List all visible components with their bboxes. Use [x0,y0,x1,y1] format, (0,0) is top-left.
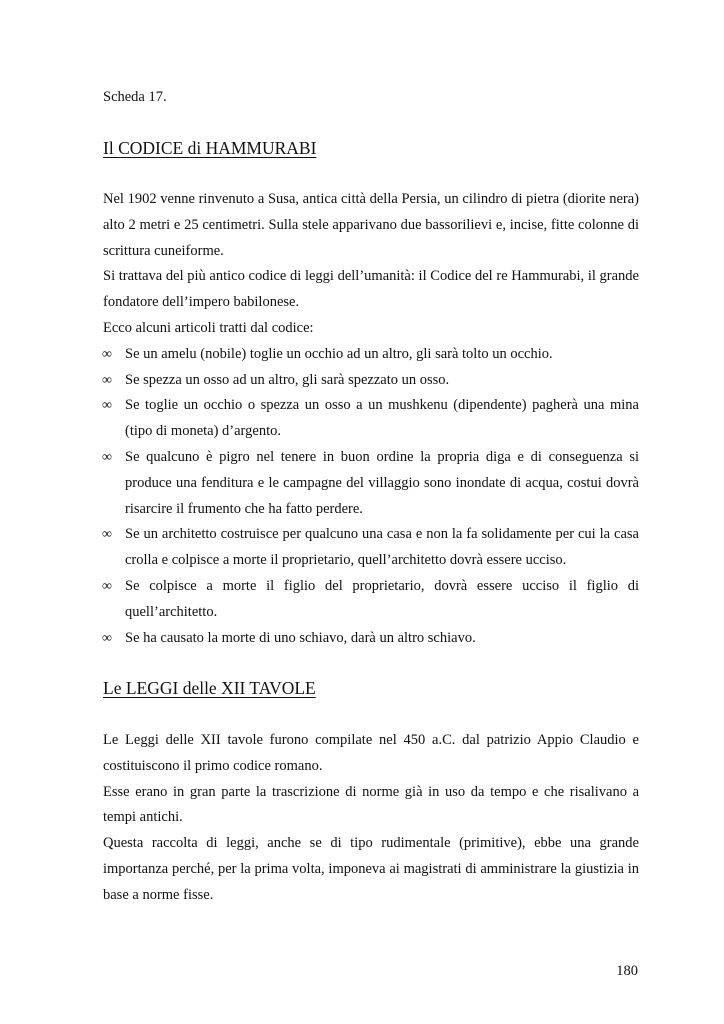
paragraph: Si trattava del più antico codice di leggi dell’umanità: il Codice del re Hammurabi, il grande fondatore dell’impero babilonese. [103,268,639,311]
article-text: Se un architetto costruisce per qualcuno una casa e non la fa solidamente per cui la casa crolla e colpisce a morte il proprietario, quell’architetto dovrà essere ucciso. [125,526,639,569]
section-body-hammurabi [103,187,639,651]
article-text: Se spezza un osso ad un altro, gli sarà spezzato un osso. [125,371,450,388]
section-title-xii-tavole: Le LEGGI delle XII TAVOLE [103,678,316,698]
list-item [103,522,639,574]
list-item [103,393,639,445]
paragraph: Nel 1902 venne rinvenuto a Susa, antica città della Persia, un cilindro di pietra (diorite nera) alto 2 metri e 25 centimetri. Sulla stele apparivano due bassorilievi e, incise, fitte colonne di scrittura cuneiforme. [103,191,639,259]
article-text: Se un amelu (nobile) toglie un occhio ad un altro, gli sarà tolto un occhio. [125,345,553,362]
infinity-bullet-icon: ∞ [102,398,112,414]
paragraph: Ecco alcuni articoli tratti dal codice: [103,319,314,336]
paragraph: Le Leggi delle XII tavole furono compilate nel 450 a.C. dal patrizio Appio Claudio e costituiscono il primo codice romano. [103,732,639,774]
section-title-hammurabi: Il CODICE di HAMMURABI [103,138,317,158]
list-item [103,342,639,368]
paragraph: Questa raccolta di leggi, anche se di tipo rudimentale (primitive), ebbe una grande importanza perché, per la prima volta, imponeva ai magistrati di amministrare la giustizia in base a norme fisse. [103,835,639,903]
list-item [103,445,639,522]
infinity-bullet-icon: ∞ [102,372,112,388]
scheda-label: Scheda 17. [103,89,167,105]
list-item [103,574,639,626]
infinity-bullet-icon: ∞ [102,630,112,646]
paragraph: Esse erano in gran parte la trascrizione di norme già in uso da tempo e che risalivano a tempi antichi. [103,783,639,826]
infinity-bullet-icon: ∞ [102,449,112,465]
list-item [103,626,639,652]
section-body-xii-tavole [103,728,639,909]
list-item [103,368,639,394]
article-text: Se toglie un occhio o spezza un osso a un mushkenu (dipendente) pagherà una mina (tipo di moneta) d’argento. [125,397,639,440]
article-text: Se qualcuno è pigro nel tenere in buon ordine la propria diga e di conseguenza si produce una fenditura e le campagne del villaggio sono inondate di acqua, costui dovrà risarcire il frumento che ha fatto perdere. [125,448,639,517]
article-text: Se colpisce a morte il figlio del proprietario, dovrà essere ucciso il figlio di quell’architetto. [125,577,639,620]
article-text: Se ha causato la morte di uno schiavo, darà un altro schiavo. [125,629,476,646]
infinity-bullet-icon: ∞ [102,527,112,543]
articles-list [103,342,639,652]
page-number: 180 [616,963,638,979]
infinity-bullet-icon: ∞ [102,346,112,362]
infinity-bullet-icon: ∞ [102,578,112,594]
